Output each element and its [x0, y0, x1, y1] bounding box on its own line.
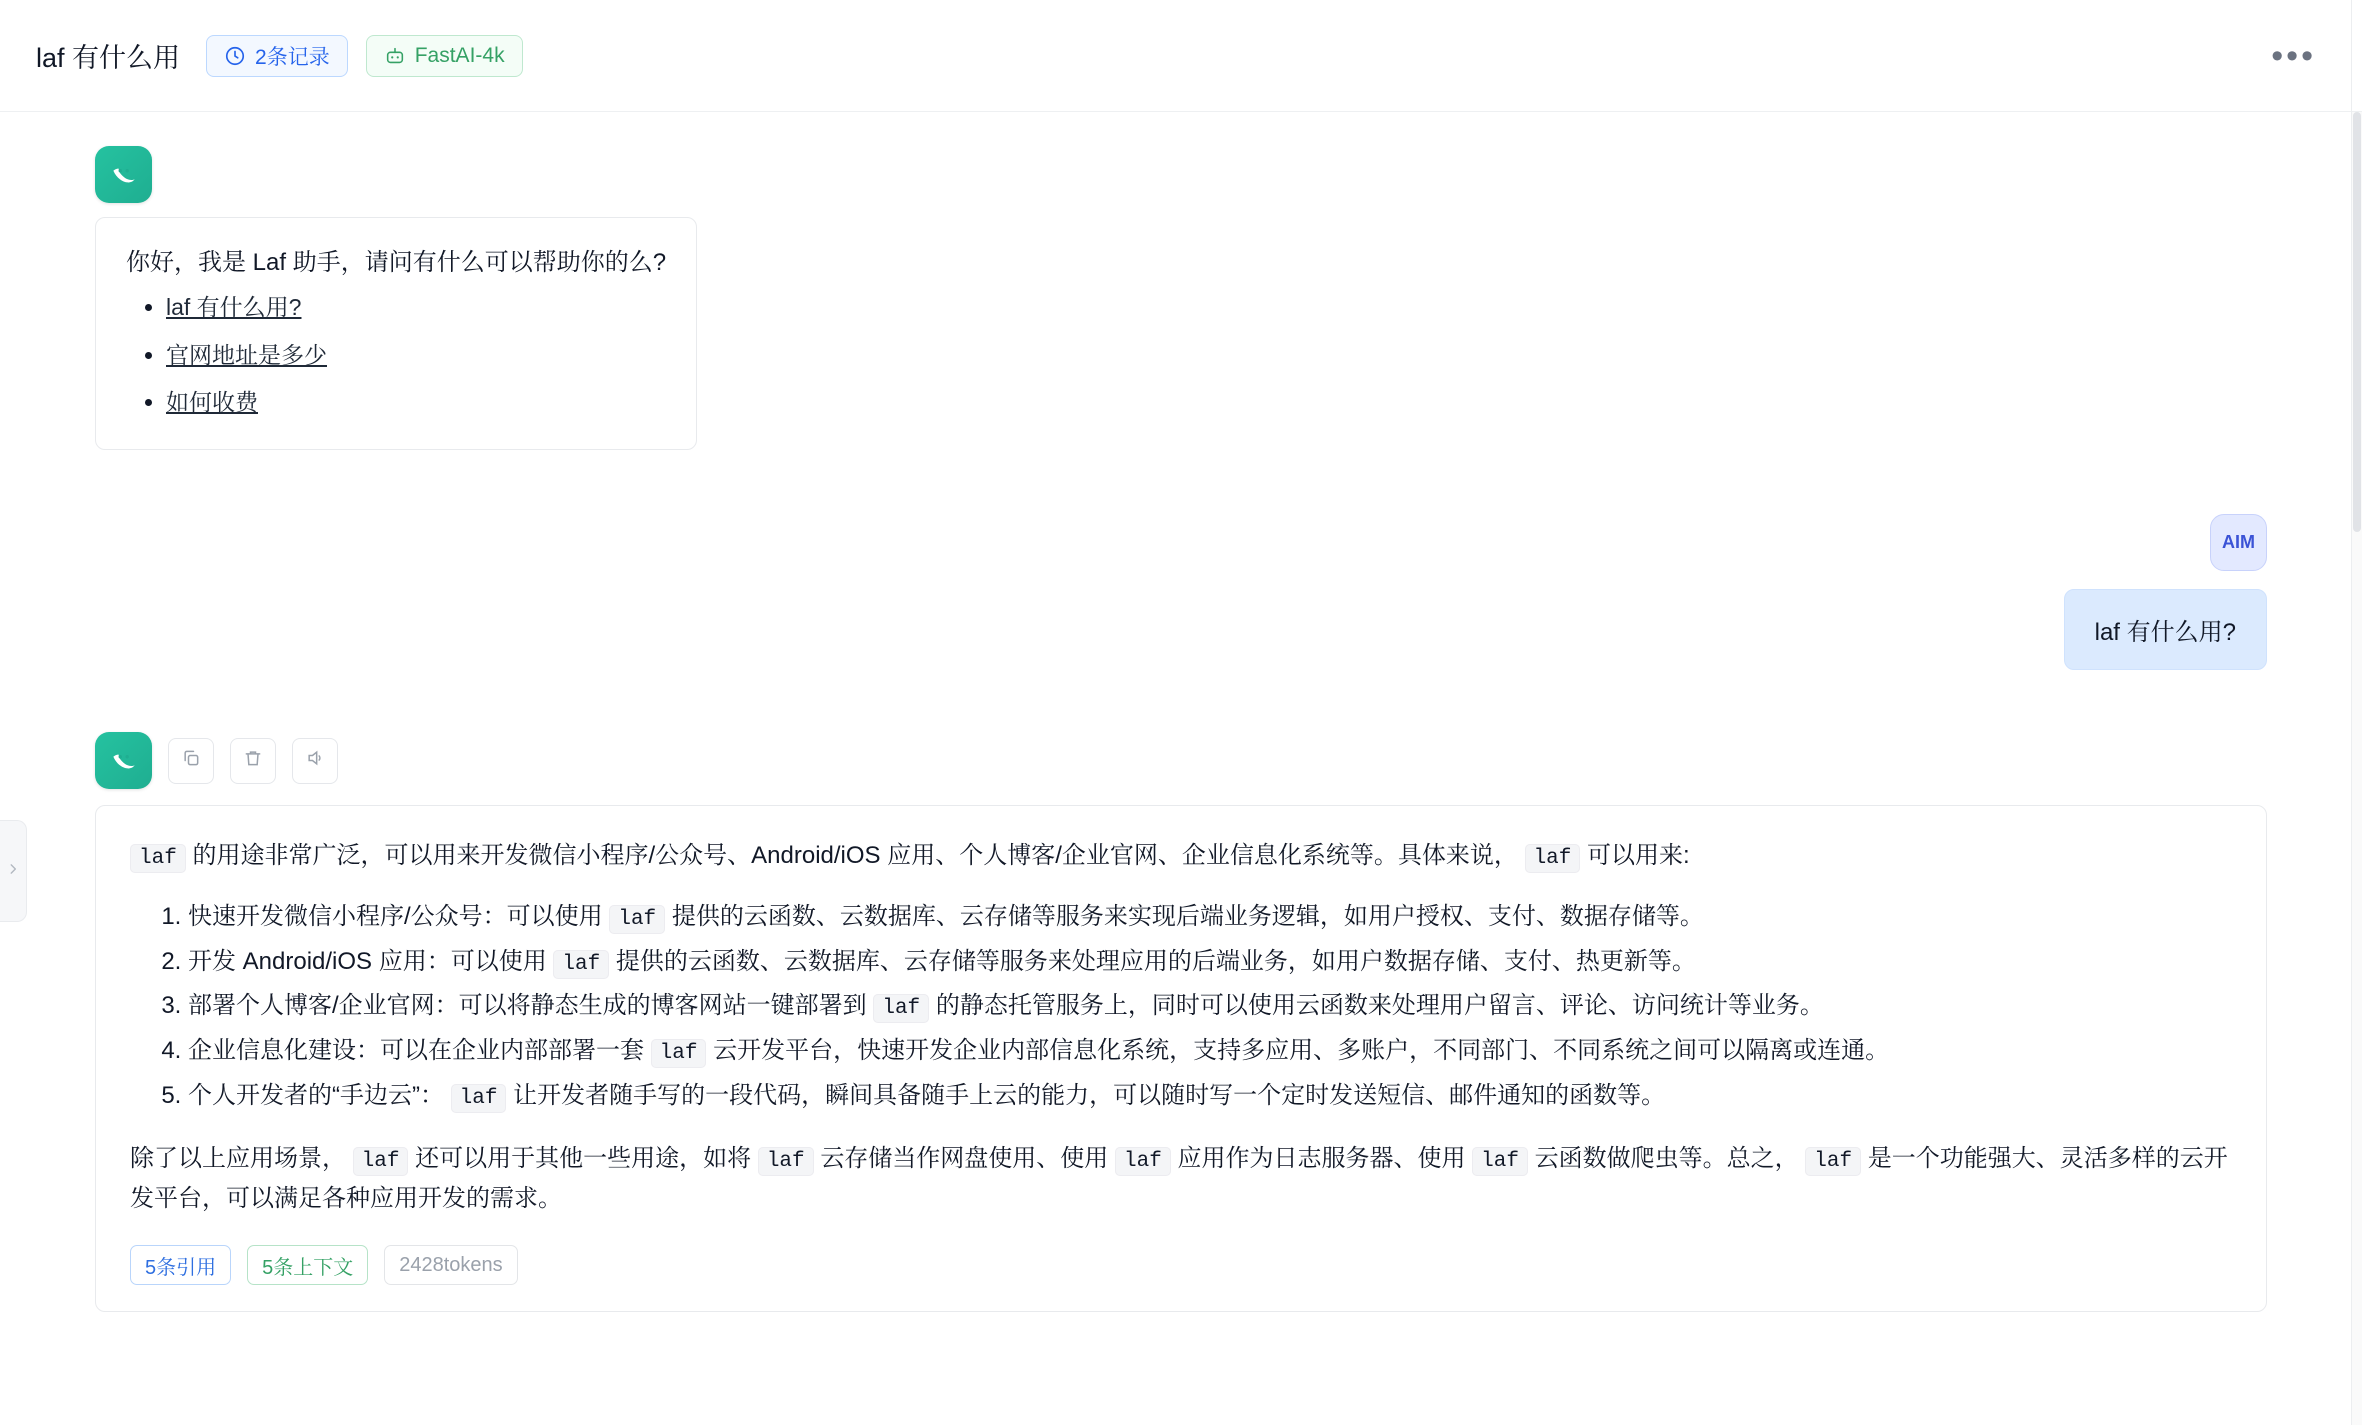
- greeting-text: 你好，我是 Laf 助手，请问有什么可以帮助你的么?: [126, 249, 667, 276]
- closing-s4: 应用作为日志服务器、使用: [1177, 1144, 1466, 1172]
- inline-code: laf: [353, 1147, 409, 1176]
- answer-list: [130, 897, 2232, 1117]
- closing-s6: 是一个功能强大、灵活多样的云开发平台，可以满足各种应用开发的需求。: [130, 1144, 2228, 1213]
- history-count-chip[interactable]: [206, 35, 348, 77]
- inline-code: laf: [1805, 1147, 1861, 1176]
- list-item-post: 提供的云函数、云数据库、云存储等服务来处理应用的后端业务，如用户数据存储、支付、热更新等。: [615, 947, 1696, 975]
- sidebar-expand-handle[interactable]: [0, 820, 27, 922]
- inline-code: laf: [1472, 1147, 1528, 1176]
- list-item-post: 让开发者随手写的一段代码，瞬间具备随手上云的能力，可以随时写一个定时发送短信、邮件通知的函数等。: [513, 1082, 1666, 1110]
- app-header: [0, 0, 2362, 112]
- list-item-pre: 个人开发者的“手边云”：: [188, 1082, 444, 1110]
- inline-code: laf: [553, 950, 609, 979]
- inline-code: laf: [609, 905, 665, 934]
- list-item-pre: 快速开发微信小程序/公众号：可以使用: [188, 902, 603, 930]
- list-item: [166, 386, 666, 419]
- read-aloud-button[interactable]: [292, 738, 338, 784]
- answer-intro-part1: 的用途非常广泛，可以用来开发微信小程序/公众号、Android/iOS 应用、个人博客/企业官网、企业信息化系统等。具体来说，: [192, 842, 1518, 870]
- inline-code: laf: [651, 1039, 707, 1068]
- scrollbar-thumb[interactable]: [2353, 112, 2361, 532]
- suggestion-link-2[interactable]: 官网地址是多少: [166, 341, 327, 368]
- answer-intro: [130, 836, 2232, 877]
- speaker-icon: [305, 748, 325, 773]
- scrollbar[interactable]: [2352, 112, 2362, 1425]
- answer-tags: [130, 1245, 2232, 1285]
- list-item: [188, 942, 2232, 983]
- clock-icon: [224, 45, 246, 67]
- inline-code: laf: [130, 844, 186, 873]
- inline-code: laf: [1525, 844, 1581, 873]
- context-count-badge[interactable]: 5条上下文: [247, 1245, 368, 1285]
- answer-closing: [130, 1139, 2232, 1219]
- answer-intro-part2: 可以用来:: [1587, 842, 1690, 870]
- suggestion-link-3[interactable]: 如何收费: [166, 388, 258, 415]
- user-message-bubble: laf 有什么用?: [2064, 589, 2267, 670]
- greeting-suggestion-list: [126, 291, 666, 419]
- inline-code: laf: [451, 1084, 507, 1113]
- list-item: [188, 1031, 2232, 1072]
- assistant-greeting-message: [0, 146, 2362, 450]
- list-item: [166, 291, 666, 324]
- avatar: [2210, 514, 2267, 571]
- model-chip[interactable]: [366, 35, 523, 77]
- robot-icon: [384, 45, 406, 67]
- closing-s1: 除了以上应用场景，: [130, 1144, 346, 1172]
- list-item: [188, 986, 2232, 1027]
- list-item: [188, 1076, 2232, 1117]
- page-title: laf 有什么用: [36, 43, 181, 73]
- closing-s2: 还可以用于其他一些用途，如将: [415, 1144, 752, 1172]
- closing-s3: 云存储当作网盘使用、使用: [820, 1144, 1109, 1172]
- inline-code: laf: [873, 994, 929, 1023]
- more-options-button[interactable]: •••: [2271, 36, 2316, 75]
- answer-block: [95, 732, 2267, 1312]
- chevron-right-icon: [6, 862, 20, 881]
- list-item-pre: 企业信息化建设：可以在企业内部部署一套: [188, 1037, 644, 1065]
- model-label: FastAI-4k: [414, 43, 505, 67]
- delete-button[interactable]: [230, 738, 276, 784]
- inline-code: laf: [758, 1147, 814, 1176]
- list-item-post: 提供的云函数、云数据库、云存储等服务来实现后端业务逻辑，如用户授权、支付、数据存储等。: [671, 902, 1704, 930]
- greeting-bubble-wrap: [95, 217, 2267, 450]
- answer-bubble: [95, 805, 2267, 1312]
- user-message: [0, 514, 2362, 670]
- avatar-label: AIM: [2222, 532, 2255, 553]
- token-count-badge: 2428tokens: [384, 1245, 517, 1285]
- inline-code: laf: [1115, 1147, 1171, 1176]
- quote-count-badge[interactable]: 5条引用: [130, 1245, 231, 1285]
- assistant-answer-message: [0, 732, 2362, 1312]
- copy-button[interactable]: [168, 738, 214, 784]
- list-item-pre: 部署个人博客/企业官网：可以将静态生成的博客网站一键部署到: [188, 992, 867, 1020]
- laf-logo-icon: [95, 732, 152, 789]
- chat-thread: [0, 112, 2362, 1312]
- copy-icon: [181, 748, 201, 773]
- list-item-pre: 开发 Android/iOS 应用：可以使用: [188, 947, 547, 975]
- suggestion-link-1[interactable]: laf 有什么用?: [166, 294, 302, 321]
- list-item-post: 云开发平台，快速开发企业内部信息化系统，支持多应用、多账户，不同部门、不同系统之间可以隔离或连通。: [713, 1037, 1890, 1065]
- laf-logo-icon: [95, 146, 152, 203]
- user-message-block: [95, 514, 2267, 670]
- history-count-label: 2条记录: [255, 45, 330, 69]
- trash-icon: [243, 748, 263, 773]
- list-item: [166, 339, 666, 372]
- closing-s5: 云函数做爬虫等。总之，: [1534, 1144, 1799, 1172]
- answer-toolbar: [95, 732, 2267, 789]
- greeting-bubble: [95, 217, 697, 450]
- list-item-post: 的静态托管服务上，同时可以使用云函数来处理用户留言、评论、访问统计等业务。: [935, 992, 1824, 1020]
- list-item: [188, 897, 2232, 938]
